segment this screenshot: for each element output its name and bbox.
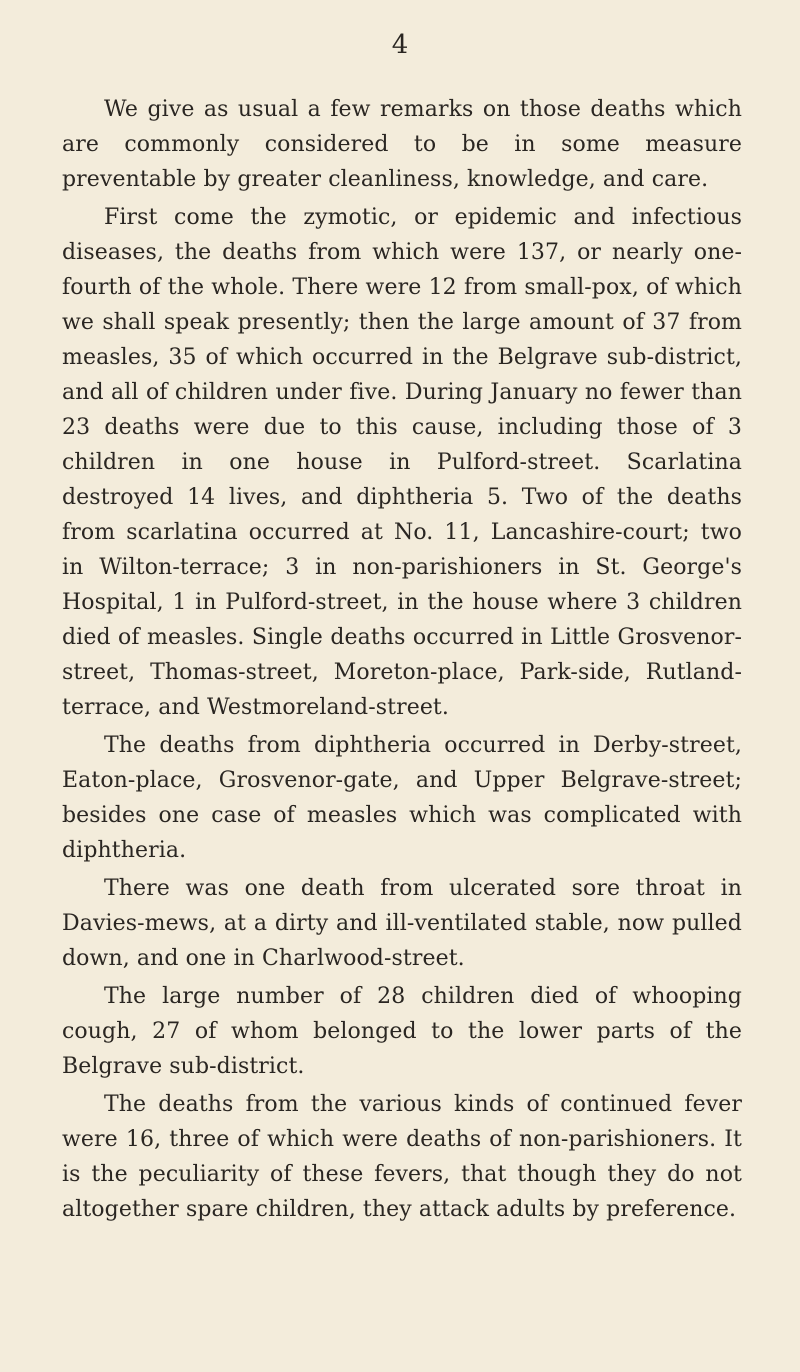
body-text <box>62 92 742 1230</box>
paragraph-diphtheria: The deaths from diphtheria occurred in Derby-street, Eaton-place, Grosvenor-gate, and Upper Belgrave-street; besides one case of measles which was complicated with diphtheria. <box>62 733 742 863</box>
paragraph-zymotic-diseases: First come the zymotic, or epidemic and infectious diseases, the deaths from which were 137, or nearly one-fourth of the whole. There were 12 from small-pox, of which we shall speak presently; then the large amount of 37 from measles, 35 of which occurred in the Belgrave sub-district, and all of children under five. During January no fewer than 23 deaths were due to this cause, including those of 3 children in one house in Pulford-street. Scarlatina destroyed 14 lives, and diphtheria 5. Two of the deaths from scarlatina occurred at No. 11, Lancashire-court; two in Wilton-terrace; 3 in non-parishioners in St. George's Hospital, 1 in Pulford-street, in the house where 3 children died of measles. Single deaths occurred in Little Grosvenor-street, Thomas-street, Moreton-place, Park-side, Rutland-terrace, and Westmoreland-street. <box>62 205 742 720</box>
paragraph-sore-throat: There was one death from ulcerated sore throat in Davies-mews, at a dirty and ill-ventilated stable, now pulled down, and one in Charlwood-street. <box>62 876 742 971</box>
paragraph-whooping-cough: The large number of 28 children died of whooping cough, 27 of whom belonged to the lower parts of the Belgrave sub-district. <box>62 984 742 1079</box>
page-number: 4 <box>391 30 409 60</box>
paragraph-intro: We give as usual a few remarks on those deaths which are commonly considered to be in some measure preventable by greater cleanliness, knowledge, and care. <box>62 97 742 192</box>
paragraph-continued-fever: The deaths from the various kinds of continued fever were 16, three of which were deaths of non-parishioners. It is the peculiarity of these fevers, that though they do not altogether spare children, they attack adults by preference. <box>62 1092 742 1222</box>
